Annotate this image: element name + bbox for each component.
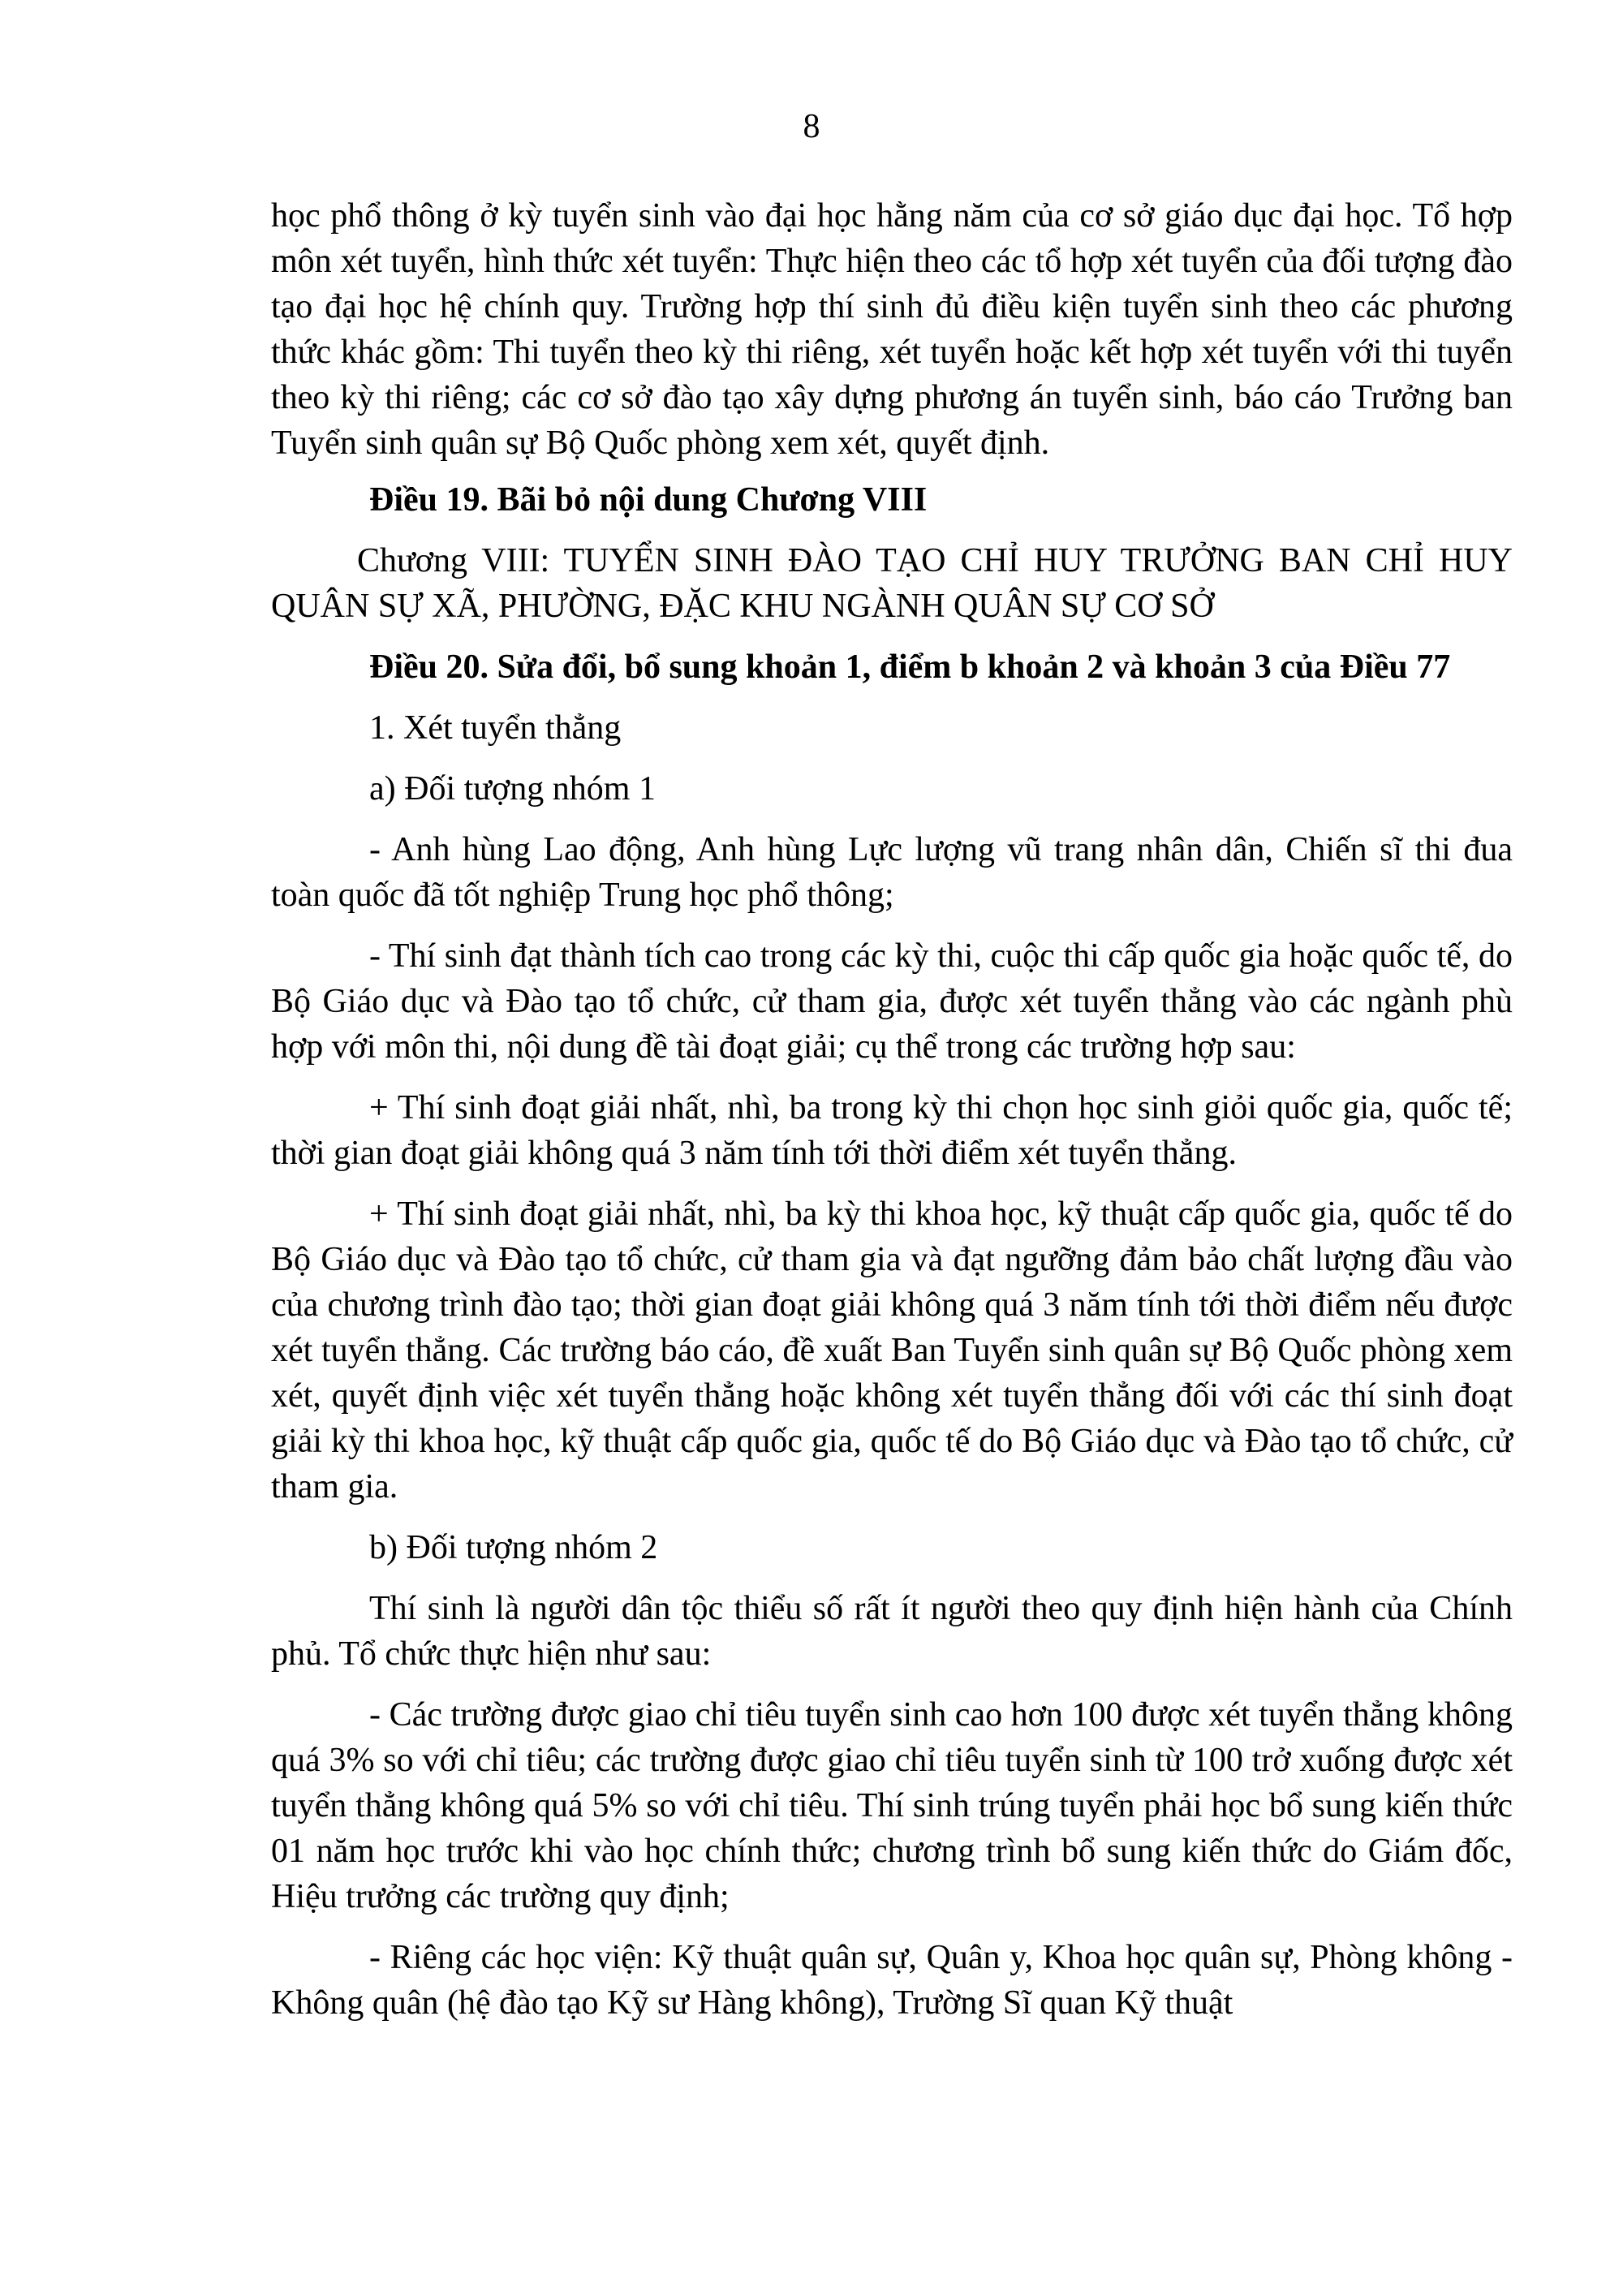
- document-body: [271, 193, 1513, 2041]
- group-2-heading: b) Đối tượng nhóm 2: [369, 1529, 658, 1566]
- list-item: - Anh hùng Lao động, Anh hùng Lực lượng vũ trang nhân dân, Chiến sĩ thi đua toàn quốc đã tốt nghiệp Trung học phổ thông;: [271, 831, 1513, 914]
- article-19-heading: Điều 19. Bãi bỏ nội dung Chương VIII: [369, 481, 928, 519]
- group-1-heading: a) Đối tượng nhóm 1: [369, 770, 656, 808]
- page-number: 8: [803, 108, 820, 145]
- clause-1-heading: 1. Xét tuyển thẳng: [369, 709, 622, 747]
- article-20-heading: Điều 20. Sửa đổi, bổ sung khoản 1, điểm b khoản 2 và khoản 3 của Điều 77: [369, 648, 1451, 686]
- paragraph: Thí sinh là người dân tộc thiểu số rất ít người theo quy định hiện hành của Chính phủ. Tổ chức thực hiện như sau:: [271, 1590, 1513, 1673]
- sub-list-item: + Thí sinh đoạt giải nhất, nhì, ba kỳ thi khoa học, kỹ thuật cấp quốc gia, quốc tế do Bộ Giáo dục và Đào tạo tổ chức, cử tham gia và đạt ngưỡng đảm bảo chất lượng đầu vào của chương trình đào tạo; thời gian đoạt giải không quá 3 năm tính tới thời điểm nếu được xét tuyển thẳng. Các trường báo cáo, đề xuất Ban Tuyển sinh quân sự Bộ Quốc phòng xem xét, quyết định việc xét tuyển thẳng hoặc không xét tuyển thẳng đối với các thí sinh đoạt giải kỳ thi khoa học, kỹ thuật cấp quốc gia, quốc tế do Bộ Giáo dục và Đào tạo tổ chức, cử tham gia.: [271, 1195, 1513, 1506]
- list-item: - Thí sinh đạt thành tích cao trong các kỳ thi, cuộc thi cấp quốc gia hoặc quốc tế, do Bộ Giáo dục và Đào tạo tổ chức, cử tham gia, được xét tuyển thẳng vào các ngành phù hợp với môn thi, nội dung đề tài đoạt giải; cụ thể trong các trường hợp sau:: [271, 937, 1513, 1066]
- list-item: - Các trường được giao chỉ tiêu tuyển sinh cao hơn 100 được xét tuyển thẳng không quá 3% so với chỉ tiêu; các trường được giao chỉ tiêu tuyển sinh từ 100 trở xuống được xét tuyển thẳng không quá 5% so với chỉ tiêu. Thí sinh trúng tuyển phải học bổ sung kiến thức 01 năm học trước khi vào học chính thức; chương trình bổ sung kiến thức do Giám đốc, Hiệu trưởng các trường quy định;: [271, 1696, 1513, 1915]
- paragraph-continuation: học phổ thông ở kỳ tuyển sinh vào đại học hằng năm của cơ sở giáo dục đại học. Tổ hợp môn xét tuyển, hình thức xét tuyển: Thực hiện theo các tổ hợp xét tuyển của đối tượng đào tạo đại học hệ chính quy. Trường hợp thí sinh đủ điều kiện tuyển sinh theo các phương thức khác gồm: Thi tuyển theo kỳ thi riêng, xét tuyển hoặc kết hợp xét tuyển với thi tuyển theo kỳ thi riêng; các cơ sở đào tạo xây dựng phương án tuyển sinh, báo cáo Trưởng ban Tuyển sinh quân sự Bộ Quốc phòng xem xét, quyết định.: [271, 197, 1513, 462]
- sub-list-item: + Thí sinh đoạt giải nhất, nhì, ba trong kỳ thi chọn học sinh giỏi quốc gia, quốc tế; thời gian đoạt giải không quá 3 năm tính tới thời điểm xét tuyển thẳng.: [271, 1089, 1513, 1172]
- list-item: - Riêng các học viện: Kỹ thuật quân sự, Quân y, Khoa học quân sự, Phòng không - Không quân (hệ đào tạo Kỹ sư Hàng không), Trường Sĩ quan Kỹ thuật: [271, 1939, 1513, 2022]
- chapter-viii-title: Chương VIII: TUYỂN SINH ĐÀO TẠO CHỈ HUY TRƯỞNG BAN CHỈ HUY QUÂN SỰ XÃ, PHƯỜNG, ĐẶC KHU NGÀNH QUÂN SỰ CƠ SỞ: [271, 542, 1513, 625]
